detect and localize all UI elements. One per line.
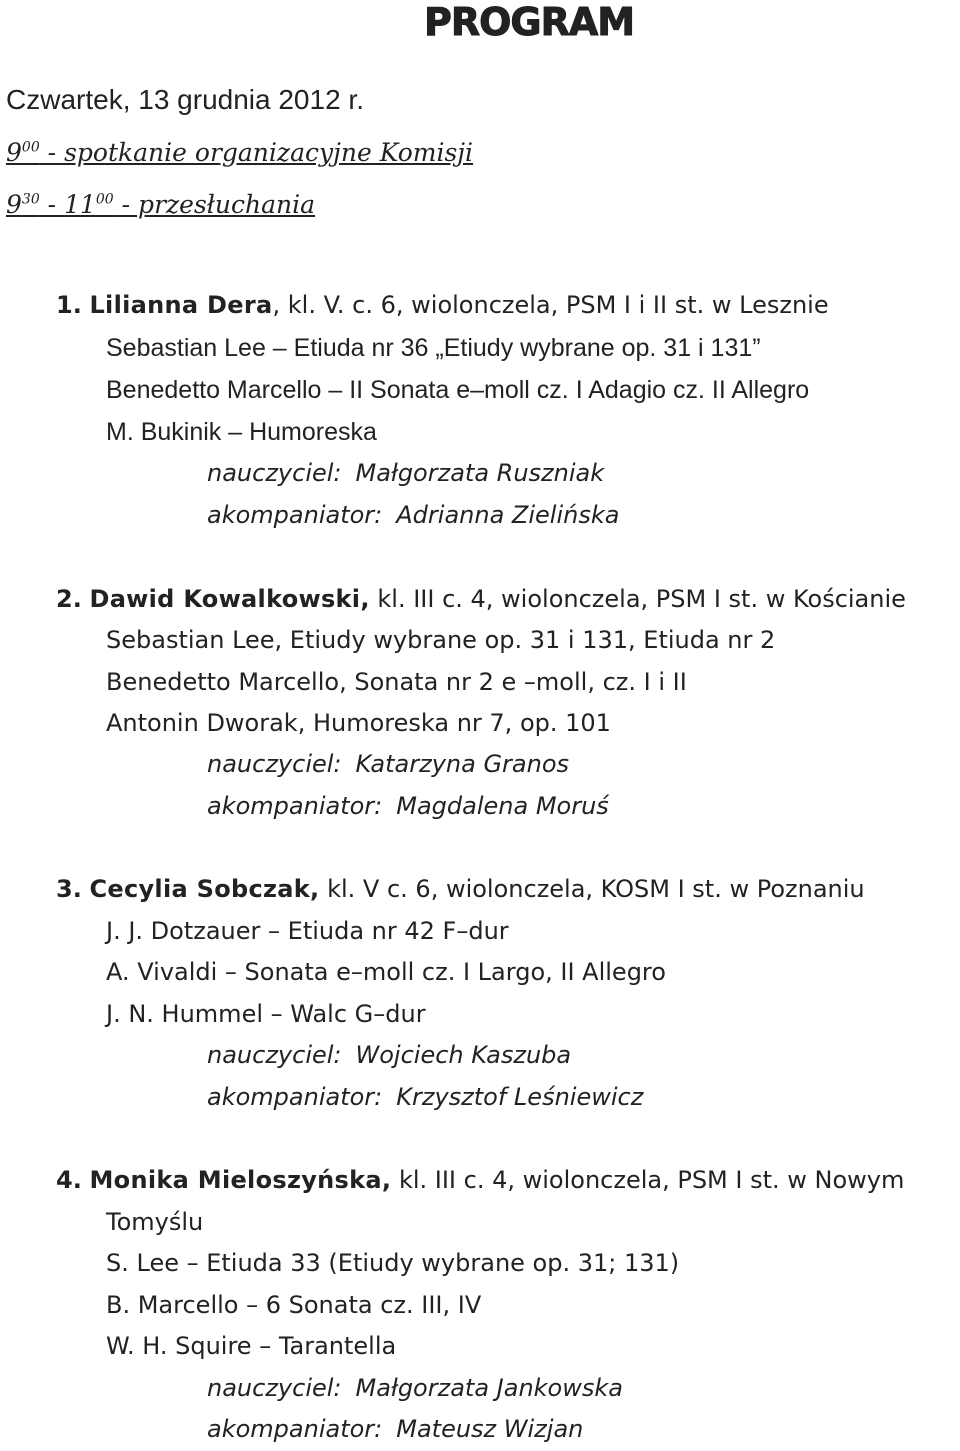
piece: J. J. Dotzauer – Etiuda nr 42 F–dur — [106, 917, 509, 945]
entry-header: 2. Dawid Kowalkowski, kl. III c. 4, wiolonczela, PSM I st. w Kościanie — [56, 585, 906, 613]
piece: S. Lee – Etiuda 33 (Etiudy wybrane op. 31; 131) — [106, 1249, 680, 1277]
schedule-item: $9^{00}$ - spotkanie organizacyjne Komisji — [6, 138, 474, 167]
date-heading: Czwartek, 13 grudnia 2012 r. — [6, 84, 364, 115]
schedule-item: $9^{30} - 11^{00}$ - przesłuchania — [6, 190, 316, 219]
entry-header: 4. Monika Mieloszyńska, kl. III c. 4, wiolonczela, PSM I st. w Nowym — [56, 1166, 905, 1194]
entry-header: 1. Lilianna Dera, kl. V. c. 6, wiolonczela, PSM I i II st. w Lesznie — [56, 291, 829, 319]
teacher-line: nauczyciel: Małgorzata Jankowska — [207, 1374, 623, 1402]
teacher-line: nauczyciel: Wojciech Kaszuba — [207, 1041, 572, 1069]
piece: B. Marcello – 6 Sonata cz. III, IV — [106, 1291, 482, 1319]
accompanist-line: akompaniator: Mateusz Wizjan — [207, 1415, 584, 1443]
performer-name: Monika Mieloszyńska, — [89, 1166, 392, 1194]
teacher-line: nauczyciel: Katarzyna Granos — [207, 750, 570, 778]
accompanist-line: akompaniator: Adrianna Zielińska — [207, 501, 620, 529]
piece: M. Bukinik – Humoreska — [106, 418, 377, 446]
teacher-line: nauczyciel: Małgorzata Ruszniak — [207, 459, 605, 487]
entry-header: 3. Cecylia Sobczak, kl. V c. 6, wiolonczela, KOSM I st. w Poznaniu — [56, 875, 865, 903]
accompanist-line: akompaniator: Krzysztof Leśniewicz — [207, 1083, 644, 1111]
performer-name: Dawid Kowalkowski, — [89, 585, 370, 613]
piece: Sebastian Lee, Etiudy wybrane op. 31 i 131, Etiuda nr 2 — [106, 626, 776, 654]
piece: Benedetto Marcello, Sonata nr 2 e –moll, cz. I i II — [106, 668, 687, 696]
piece: J. N. Hummel – Walc G–dur — [106, 1000, 426, 1028]
entry-header-continued: Tomyślu — [106, 1208, 204, 1236]
accompanist-line: akompaniator: Magdalena Moruś — [207, 792, 609, 820]
piece: Antonin Dworak, Humoreska nr 7, op. 101 — [106, 709, 611, 737]
page-title: PROGRAM — [424, 0, 635, 44]
performer-name: Cecylia Sobczak, — [89, 875, 320, 903]
piece: Sebastian Lee – Etiuda nr 36 „Etiudy wybrane op. 31 i 131” — [106, 334, 761, 362]
piece: A. Vivaldi – Sonata e–moll cz. I Largo, II Allegro — [106, 958, 666, 986]
performer-name: Lilianna Dera — [89, 291, 273, 319]
piece: W. H. Squire – Tarantella — [106, 1332, 397, 1360]
piece: Benedetto Marcello – II Sonata e–moll cz. I Adagio cz. II Allegro — [106, 376, 810, 404]
